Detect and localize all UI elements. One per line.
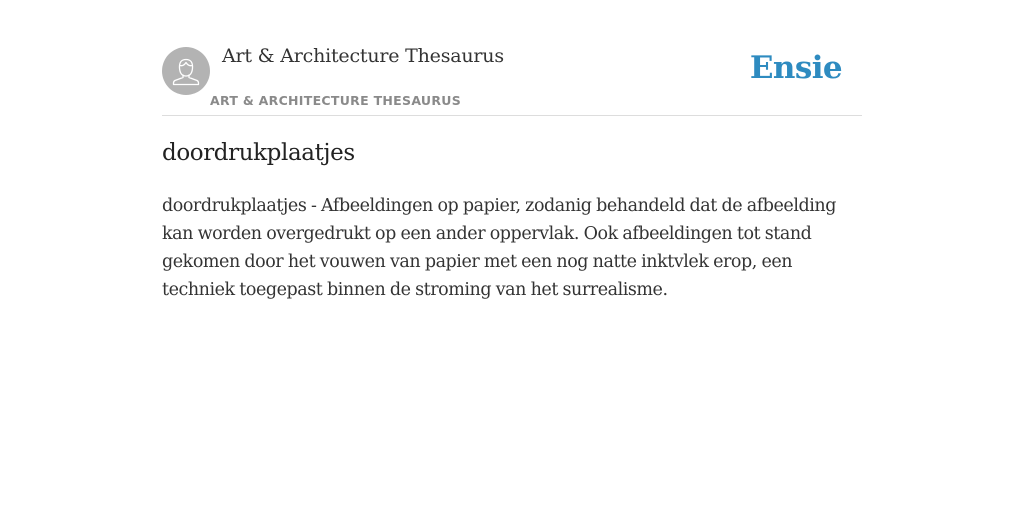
- author-avatar[interactable]: [162, 47, 210, 95]
- page-content: [162, 0, 862, 512]
- entry-definition: doordrukplaatjes - Afbeeldingen op papier, zodanig behandeld dat de afbeelding kan worden overgedrukt op een ander oppervlak. Ook afbeeldingen tot stand gekomen door het vouwen van papier met een nog natte inktvlek erop, een techniek toegepast binnen de stroming van het surrealisme.: [162, 196, 836, 300]
- entry-title: doordrukplaatjes: [162, 140, 355, 166]
- ensie-logo[interactable]: Ensie: [749, 50, 842, 86]
- entry-header: [162, 0, 862, 116]
- author-source-label[interactable]: ART & ARCHITECTURE THESAURUS: [210, 93, 462, 108]
- user-placeholder-icon: [162, 47, 210, 95]
- author-name[interactable]: Art & Architecture Thesaurus: [222, 45, 504, 67]
